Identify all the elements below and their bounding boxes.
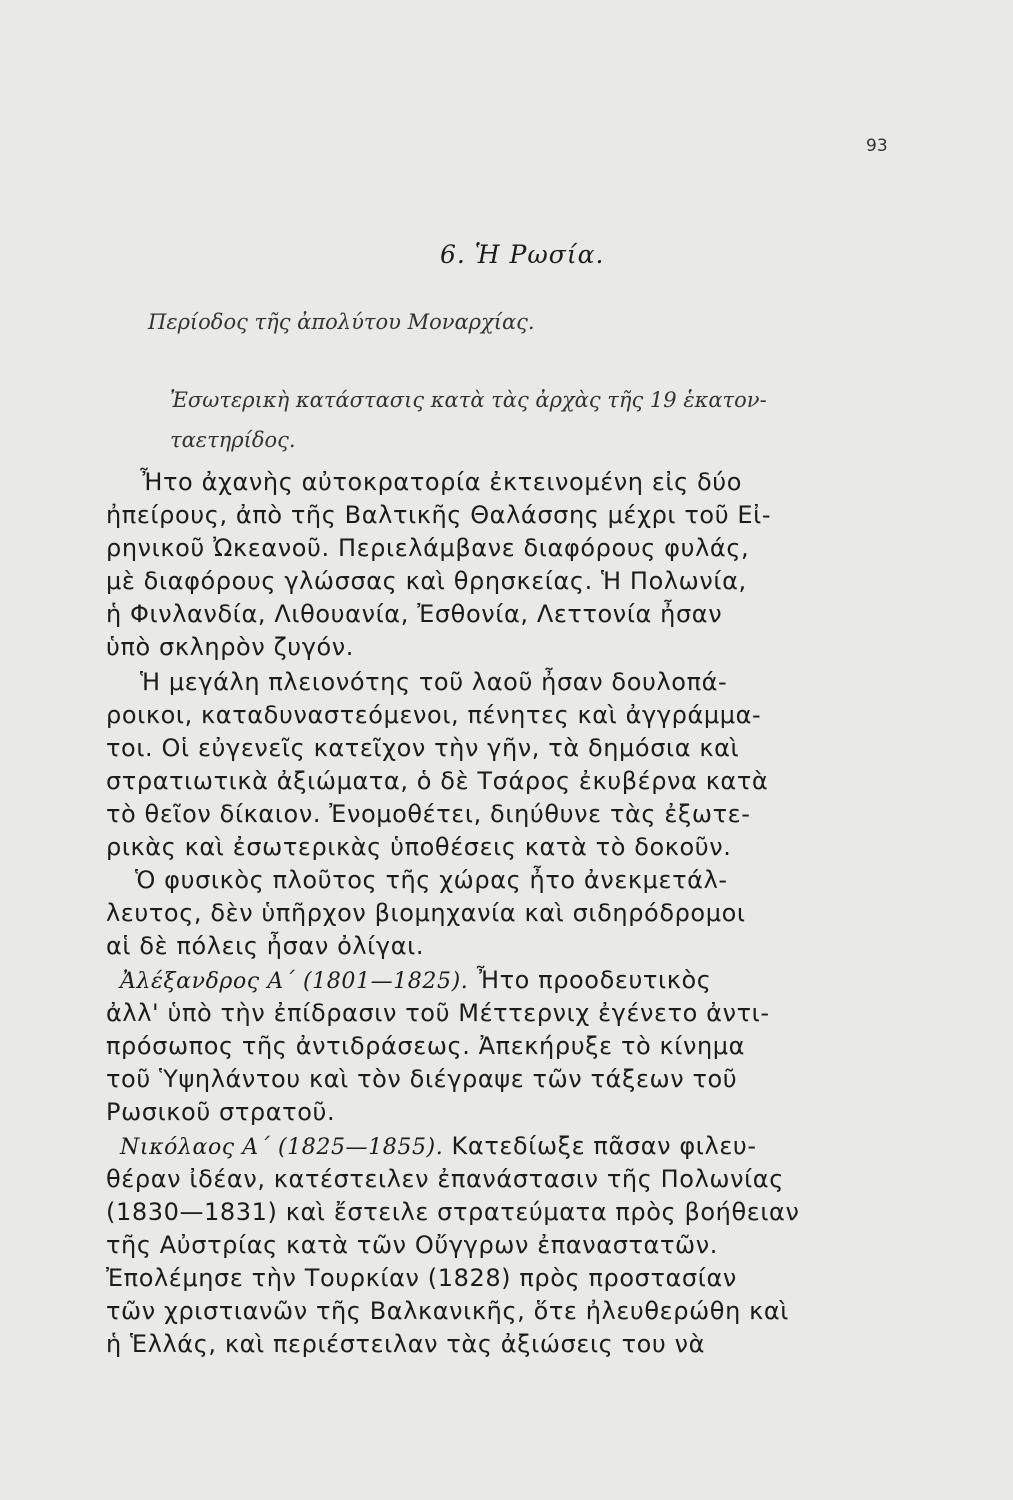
text-line: ἀλλ' ὑπὸ τὴν ἐπίδρασιν τοῦ Μέττερνιχ ἐγένετο ἀντι- — [106, 999, 770, 1027]
text-line: τοῦ Ὑψηλάντου καὶ τὸν διέγραψε τῶν τάξεων τοῦ — [106, 1065, 738, 1093]
text-line: στρατιωτικὰ ἀξιώματα, ὁ δὲ Τσάρος ἐκυβέρνα κατὰ — [106, 767, 769, 795]
section-heading-line-1: Ἐσωτερικὴ κατάστασις κατὰ τὰς ἀρχὰς τῆς 19 ἑκατον- — [170, 388, 767, 412]
alexander-name: Ἀλέξανδρος Α΄ (1801—1825). — [120, 969, 469, 994]
alexander-first-line — [120, 966, 711, 994]
section-heading — [170, 380, 890, 460]
text-line: ἡ Ἑλλάς, καὶ περιέστειλαν τὰς ἀξιώσεις του νὰ — [106, 1330, 706, 1358]
text-line: ρηνικοῦ Ὠκεανοῦ. Περιελάμβανε διαφόρους φυλάς, — [106, 534, 750, 562]
text-line: τῶν χριστιανῶν τῆς Βαλκανικῆς, ὅτε ἠλευθερώθη καὶ — [106, 1297, 790, 1325]
alexander-rest: Ἦτο προοδευτικὸς — [468, 966, 712, 994]
text-line: ἠπείρους, ἀπὸ τῆς Βαλτικῆς Θαλάσσης μέχρι τοῦ Εἰ- — [106, 501, 772, 529]
chapter-title: 6. Ἡ Ρωσία. — [440, 240, 605, 269]
page-number: 93 — [866, 136, 888, 156]
text-line: Ἦτο ἀχανὴς αὐτοκρατορία ἐκτεινομένη εἰς δύο — [140, 468, 743, 496]
text-line: πρόσωπος τῆς ἀντιδράσεως. Ἀπεκήρυξε τὸ κίνημα — [106, 1032, 746, 1060]
text-line: αἱ δὲ πόλεις ἦσαν ὀλίγαι. — [106, 932, 425, 960]
text-line: λευτος, δὲν ὑπῆρχον βιομηχανία καὶ σιδηρόδρομοι — [106, 899, 746, 927]
text-line: τῆς Αὐστρίας κατὰ τῶν Οὔγγρων ἐπαναστατῶν. — [106, 1231, 718, 1259]
section-heading-line-2: ταετηρίδος. — [170, 428, 296, 452]
subheading: Περίοδος τῆς ἀπολύτου Μοναρχίας. — [148, 310, 535, 334]
text-line: ὑπὸ σκληρὸν ζυγόν. — [106, 633, 355, 661]
text-line: ροικοι, καταδυναστεόμενοι, πένητες καὶ ἀγγράμμα- — [106, 701, 762, 729]
nicholas-name: Νικόλαος Α΄ (1825—1855). — [120, 1135, 444, 1160]
text-line: θέραν ἰδέαν, κατέστειλεν ἐπανάστασιν τῆς Πολωνίας — [106, 1165, 784, 1193]
text-line: Ἐπολέμησε τὴν Τουρκίαν (1828) πρὸς προστασίαν — [106, 1264, 737, 1292]
text-line: τὸ θεῖον δίκαιον. Ἐνομοθέτει, διηύθυνε τὰς ἐξωτε- — [106, 800, 751, 828]
text-line: μὲ διαφόρους γλώσσας καὶ θρησκείας. Ἡ Πολωνία, — [106, 567, 747, 595]
text-line: Ρωσικοῦ στρατοῦ. — [106, 1098, 336, 1126]
text-line: Ἡ μεγάλη πλειονότης τοῦ λαοῦ ἦσαν δουλοπά- — [140, 668, 728, 696]
text-line: ἡ Φινλανδία, Λιθουανία, Ἐσθονία, Λεττονία ἦσαν — [106, 600, 723, 628]
text-line: Ὁ φυσικὸς πλοῦτος τῆς χώρας ἦτο ἀνεκμετάλ- — [135, 866, 728, 894]
text-line: (1830—1831) καὶ ἔστειλε στρατεύματα πρὸς βοήθειαν — [106, 1198, 800, 1226]
text-line: τοι. Οἱ εὐγενεῖς κατεῖχον τὴν γῆν, τὰ δημόσια καὶ — [106, 734, 740, 762]
nicholas-first-line — [120, 1132, 757, 1160]
text-line: ρικὰς καὶ ἐσωτερικὰς ὑποθέσεις κατὰ τὸ δοκοῦν. — [106, 833, 732, 861]
nicholas-rest: Κατεδίωξε πᾶσαν φιλευ- — [443, 1132, 757, 1160]
